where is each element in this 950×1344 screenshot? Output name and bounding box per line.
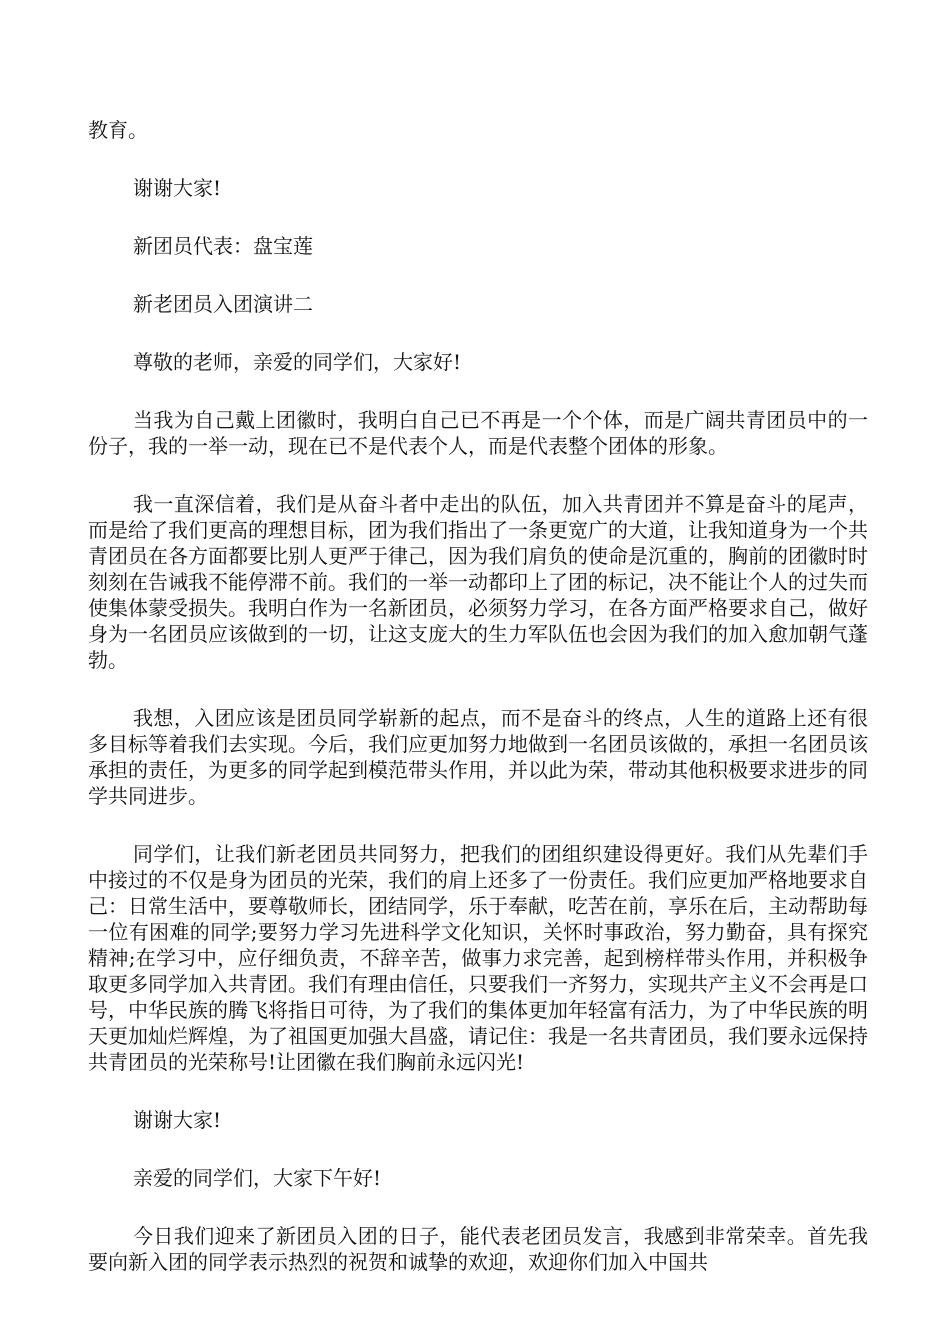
document-body [88, 117, 868, 1307]
paragraph-representative: 新团员代表：盘宝莲 [133, 234, 313, 258]
paragraph-body-4: 同学们，让我们新老团员共同努力，把我们的团组织建设得更好。我们从先辈们手中接过的不仅是身为团员的光荣，我们的肩上还多了一份责任。我们应更加严格地要求自己：日常生活中，要尊敬师长，团结同学，乐于奉献，吃苦在前，享乐在后，主动帮助每一位有困难的同学;要努力学习先进科学文化知识，关怀时事政治，努力勤奋，具有探究精神;在学习中，应仔细负责，不辞辛苦，做事力求完善，起到榜样带头作用，并积极争取更多同学加入共青团。我们有理由信任，只要我们一齐努力，实现共产主义不会再是口号，中华民族的腾飞将指日可待，为了我们的集体更加年轻富有活力，为了中华民族的明天更加灿烂辉煌，为了祖国更加强大昌盛，请记住：我是一名共青团员，我们要永远保持共青团员的光荣称号!让团徽在我们胸前永远闪光! [88, 842, 868, 1074]
paragraph-body-2: 我一直深信着，我们是从奋斗者中走出的队伍，加入共青团并不算是奋斗的尾声，而是给了我们更高的理想目标，团为我们指出了一条更宽广的大道，让我知道身为一个共青团员在各方面都要比别人更严于律己，因为我们肩负的使命是沉重的，胸前的团徽时时刻刻在告诫我不能停滞不前。我们的一举一动都印上了团的标记，决不能让个人的过失而使集体蒙受损失。我明白作为一名新团员，必须努力学习，在各方面严格要求自己，做好身为一名团员应该做到的一切，让这支庞大的生力军队伍也会因为我们的加入愈加朝气蓬勃。 [88, 492, 868, 672]
paragraph-body-3: 我想，入团应该是团员同学崭新的起点，而不是奋斗的终点，人生的道路上还有很多目标等着我们去实现。今后，我们应更加努力地做到一名团员该做的，承担一名团员该承担的责任，为更多的同学起到模范带头作用，并以此为荣，带动其他积极要求进步的同学共同进步。 [88, 706, 868, 808]
paragraph-body-1: 当我为自己戴上团徽时，我明白自己已不再是一个个体，而是广阔共青团员中的一份子，我的一举一动，现在已不是代表个人，而是代表整个团体的形象。 [88, 408, 868, 458]
paragraph-greeting-2: 亲爱的同学们，大家下午好! [133, 1166, 382, 1190]
section-heading: 新老团员入团演讲二 [133, 292, 313, 316]
paragraph-thanks-1: 谢谢大家! [133, 176, 222, 200]
paragraph-body-5: 今日我们迎来了新团员入团的日子，能代表老团员发言，我感到非常荣幸。首先我要向新入团的同学表示热烈的祝贺和诚挚的欢迎，欢迎你们加入中国共 [88, 1224, 868, 1274]
paragraph-greeting-1: 尊敬的老师，亲爱的同学们，大家好! [133, 350, 462, 374]
paragraph-education-end: 教育。 [88, 118, 148, 142]
paragraph-thanks-2: 谢谢大家! [133, 1108, 222, 1132]
